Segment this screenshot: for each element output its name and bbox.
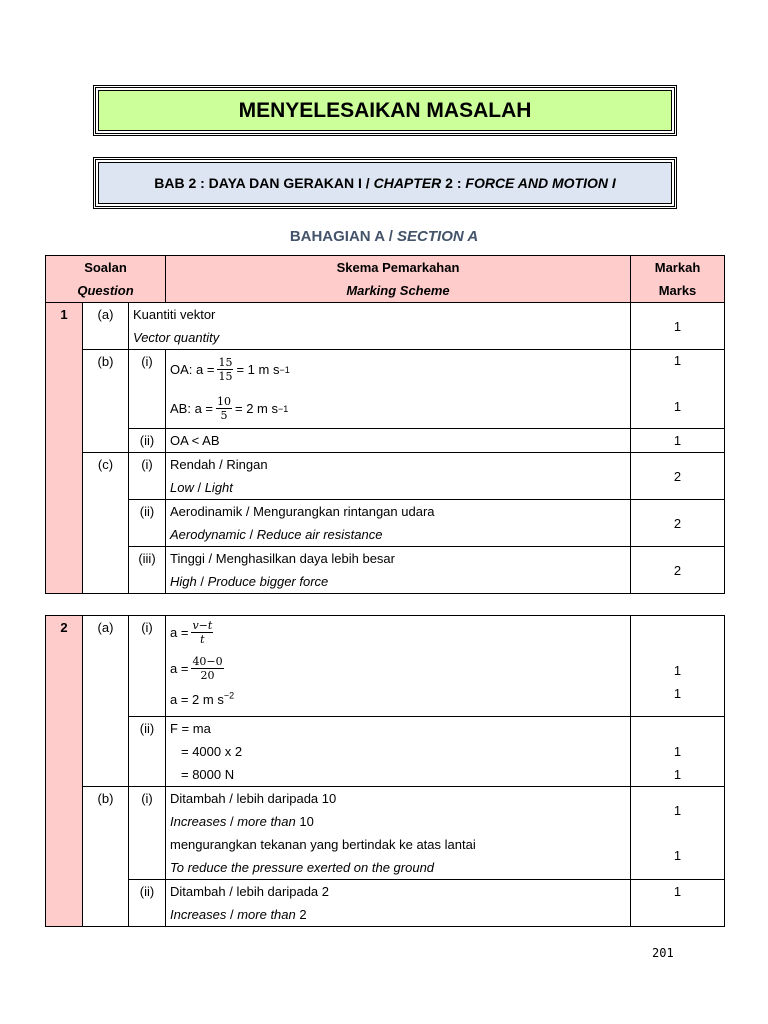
denominator: 15 xyxy=(218,370,233,383)
chapter-title xyxy=(98,162,672,204)
answer-ms: Kuantiti vektor xyxy=(133,307,216,322)
part-label: (a) xyxy=(83,303,129,350)
fraction xyxy=(216,395,232,422)
mark-value: 1 xyxy=(673,686,682,701)
part-label: (b) xyxy=(83,350,129,453)
header-marks-en: Marks xyxy=(658,283,697,298)
scheme-cell xyxy=(129,303,631,350)
answer-value: 10 xyxy=(295,814,314,829)
denominator: 20 xyxy=(200,668,215,682)
separator: / xyxy=(245,527,257,542)
mark-cell xyxy=(631,350,725,429)
mark-value: 1 xyxy=(673,663,682,678)
subpart-label: (i) xyxy=(129,787,166,880)
formula-line xyxy=(170,648,626,688)
separator: / xyxy=(193,480,205,495)
numerator: 10 xyxy=(217,395,231,408)
mark-cell: 2 xyxy=(631,453,725,500)
scheme-cell: OA < AB xyxy=(166,429,631,453)
mark-cell: 1 xyxy=(631,429,725,453)
answer-ms: Ditambah / lebih daripada 10 xyxy=(170,791,337,806)
answer-en: High xyxy=(170,574,197,589)
scheme-cell xyxy=(166,616,631,717)
scheme-cell xyxy=(166,717,631,787)
header-scheme-en: Marking Scheme xyxy=(346,283,450,298)
header-scheme xyxy=(166,256,631,303)
mark-cell: 2 xyxy=(631,547,725,594)
answer-en: Light xyxy=(204,480,233,495)
formula-line: = 4000 x 2 xyxy=(181,744,243,759)
mark-value: 1 xyxy=(673,744,682,759)
header-question xyxy=(46,256,166,303)
answer-en: To reduce the pressure exerted on the ground xyxy=(170,860,435,875)
scheme-cell xyxy=(166,547,631,594)
fraction xyxy=(217,356,233,383)
subpart-label: (i) xyxy=(129,350,166,429)
chapter-num: 2 : xyxy=(441,175,466,191)
answer-en: Produce bigger force xyxy=(207,574,329,589)
separator: / xyxy=(226,907,238,922)
answer-ms: Tinggi / Menghasilkan daya lebih besar xyxy=(170,551,395,566)
formula-prefix: a = xyxy=(170,660,189,676)
formula-line: = 8000 N xyxy=(181,767,235,782)
formula-line xyxy=(170,616,626,648)
scheme-cell xyxy=(166,880,631,927)
answer-en: Increases xyxy=(170,907,227,922)
subpart-label: (ii) xyxy=(129,717,166,787)
subpart-label: (ii) xyxy=(129,500,166,547)
section-heading xyxy=(0,228,768,245)
answer-ms: Ditambah / lebih daripada 2 xyxy=(170,884,329,899)
mark-cell: 1 xyxy=(631,303,725,350)
fraction xyxy=(191,655,223,682)
header-marks-ms: Markah xyxy=(654,260,701,275)
answer-en: Aerodynamic xyxy=(170,527,246,542)
mark-value: 1 xyxy=(673,353,682,368)
subpart-label: (i) xyxy=(129,616,166,717)
formula-line xyxy=(170,688,626,711)
numerator: 40−0 xyxy=(192,654,223,668)
header-question-ms: Soalan xyxy=(84,260,127,275)
chapter-box xyxy=(93,157,677,209)
formula-ab: AB: a = $\frac{10}{5}$ = 2 m s −1 xyxy=(170,395,289,422)
separator: / xyxy=(226,814,238,829)
chapter-en-prefix: CHAPTER xyxy=(373,175,442,191)
formula-line: F = ma xyxy=(170,721,211,736)
question-number: 1 xyxy=(46,303,83,594)
formula-prefix: a = xyxy=(170,624,189,640)
header-scheme-ms: Skema Pemarkahan xyxy=(336,260,460,275)
part-label: (c) xyxy=(83,453,129,594)
denominator: 5 xyxy=(220,409,228,422)
header-question-en: Question xyxy=(77,283,134,298)
scheme-cell xyxy=(166,453,631,500)
scheme-cell xyxy=(166,500,631,547)
formula-result: = 2 m s xyxy=(235,401,278,416)
header-marks xyxy=(631,256,725,303)
answer-en: Low xyxy=(170,480,194,495)
mark-value: 1 xyxy=(673,399,682,414)
answer-en: more than xyxy=(237,907,296,922)
numerator: 15 xyxy=(218,356,233,369)
mark-cell: 1 xyxy=(631,880,725,927)
scheme-cell xyxy=(166,787,631,880)
mark-cell xyxy=(631,616,725,717)
formula-prefix: OA: a = xyxy=(170,362,215,377)
answer-en: Increases xyxy=(170,814,227,829)
formula-result: a = 2 m s xyxy=(170,692,224,707)
answer-value: 2 xyxy=(295,907,307,922)
answer-ms: mengurangkan tekanan yang bertindak ke atas lantai xyxy=(170,837,476,852)
numerator: 𝑣−𝑡 xyxy=(192,618,213,632)
mark-cell xyxy=(631,787,725,880)
answer-en: more than xyxy=(237,814,296,829)
title-box xyxy=(93,85,677,136)
marking-table-q1 xyxy=(45,255,725,594)
formula-prefix: AB: a = xyxy=(170,401,213,416)
page-title: MENYELESAIKAN MASALAH xyxy=(98,90,672,131)
fraction xyxy=(191,619,213,646)
answer-en: Vector quantity xyxy=(133,330,220,345)
chapter-ms: BAB 2 : DAYA DAN GERAKAN I / xyxy=(154,175,374,191)
mark-cell: 2 xyxy=(631,500,725,547)
subpart-label: (i) xyxy=(129,453,166,500)
mark-value: 1 xyxy=(673,767,682,782)
part-label: (a) xyxy=(83,616,129,787)
mark-cell xyxy=(631,717,725,787)
formula-result: = 1 m s xyxy=(236,362,280,377)
subpart-label: (iii) xyxy=(129,547,166,594)
page-number: 201 xyxy=(652,946,674,960)
denominator: 𝑡 xyxy=(200,632,205,646)
question-number: 2 xyxy=(46,616,83,927)
section-en: SECTION A xyxy=(397,228,479,245)
subpart-label: (ii) xyxy=(129,429,166,453)
separator: / xyxy=(196,574,208,589)
mark-value: 1 xyxy=(673,848,682,863)
formula-oa: OA: a = $\frac{15}{15}$ = 1 m s −1 xyxy=(170,356,290,383)
answer-en: Reduce air resistance xyxy=(256,527,383,542)
marking-table-q2 xyxy=(45,615,725,927)
part-label: (b) xyxy=(83,787,129,927)
scheme-cell xyxy=(166,350,631,429)
section-ms: BAHAGIAN A / xyxy=(289,228,398,245)
mark-value: 1 xyxy=(673,803,682,818)
subpart-label: (ii) xyxy=(129,880,166,927)
answer-ms: Rendah / Ringan xyxy=(170,457,268,472)
chapter-en-title: FORCE AND MOTION I xyxy=(465,175,616,191)
answer-ms: Aerodinamik / Mengurangkan rintangan udara xyxy=(170,504,435,519)
exponent: −2 xyxy=(223,690,235,701)
